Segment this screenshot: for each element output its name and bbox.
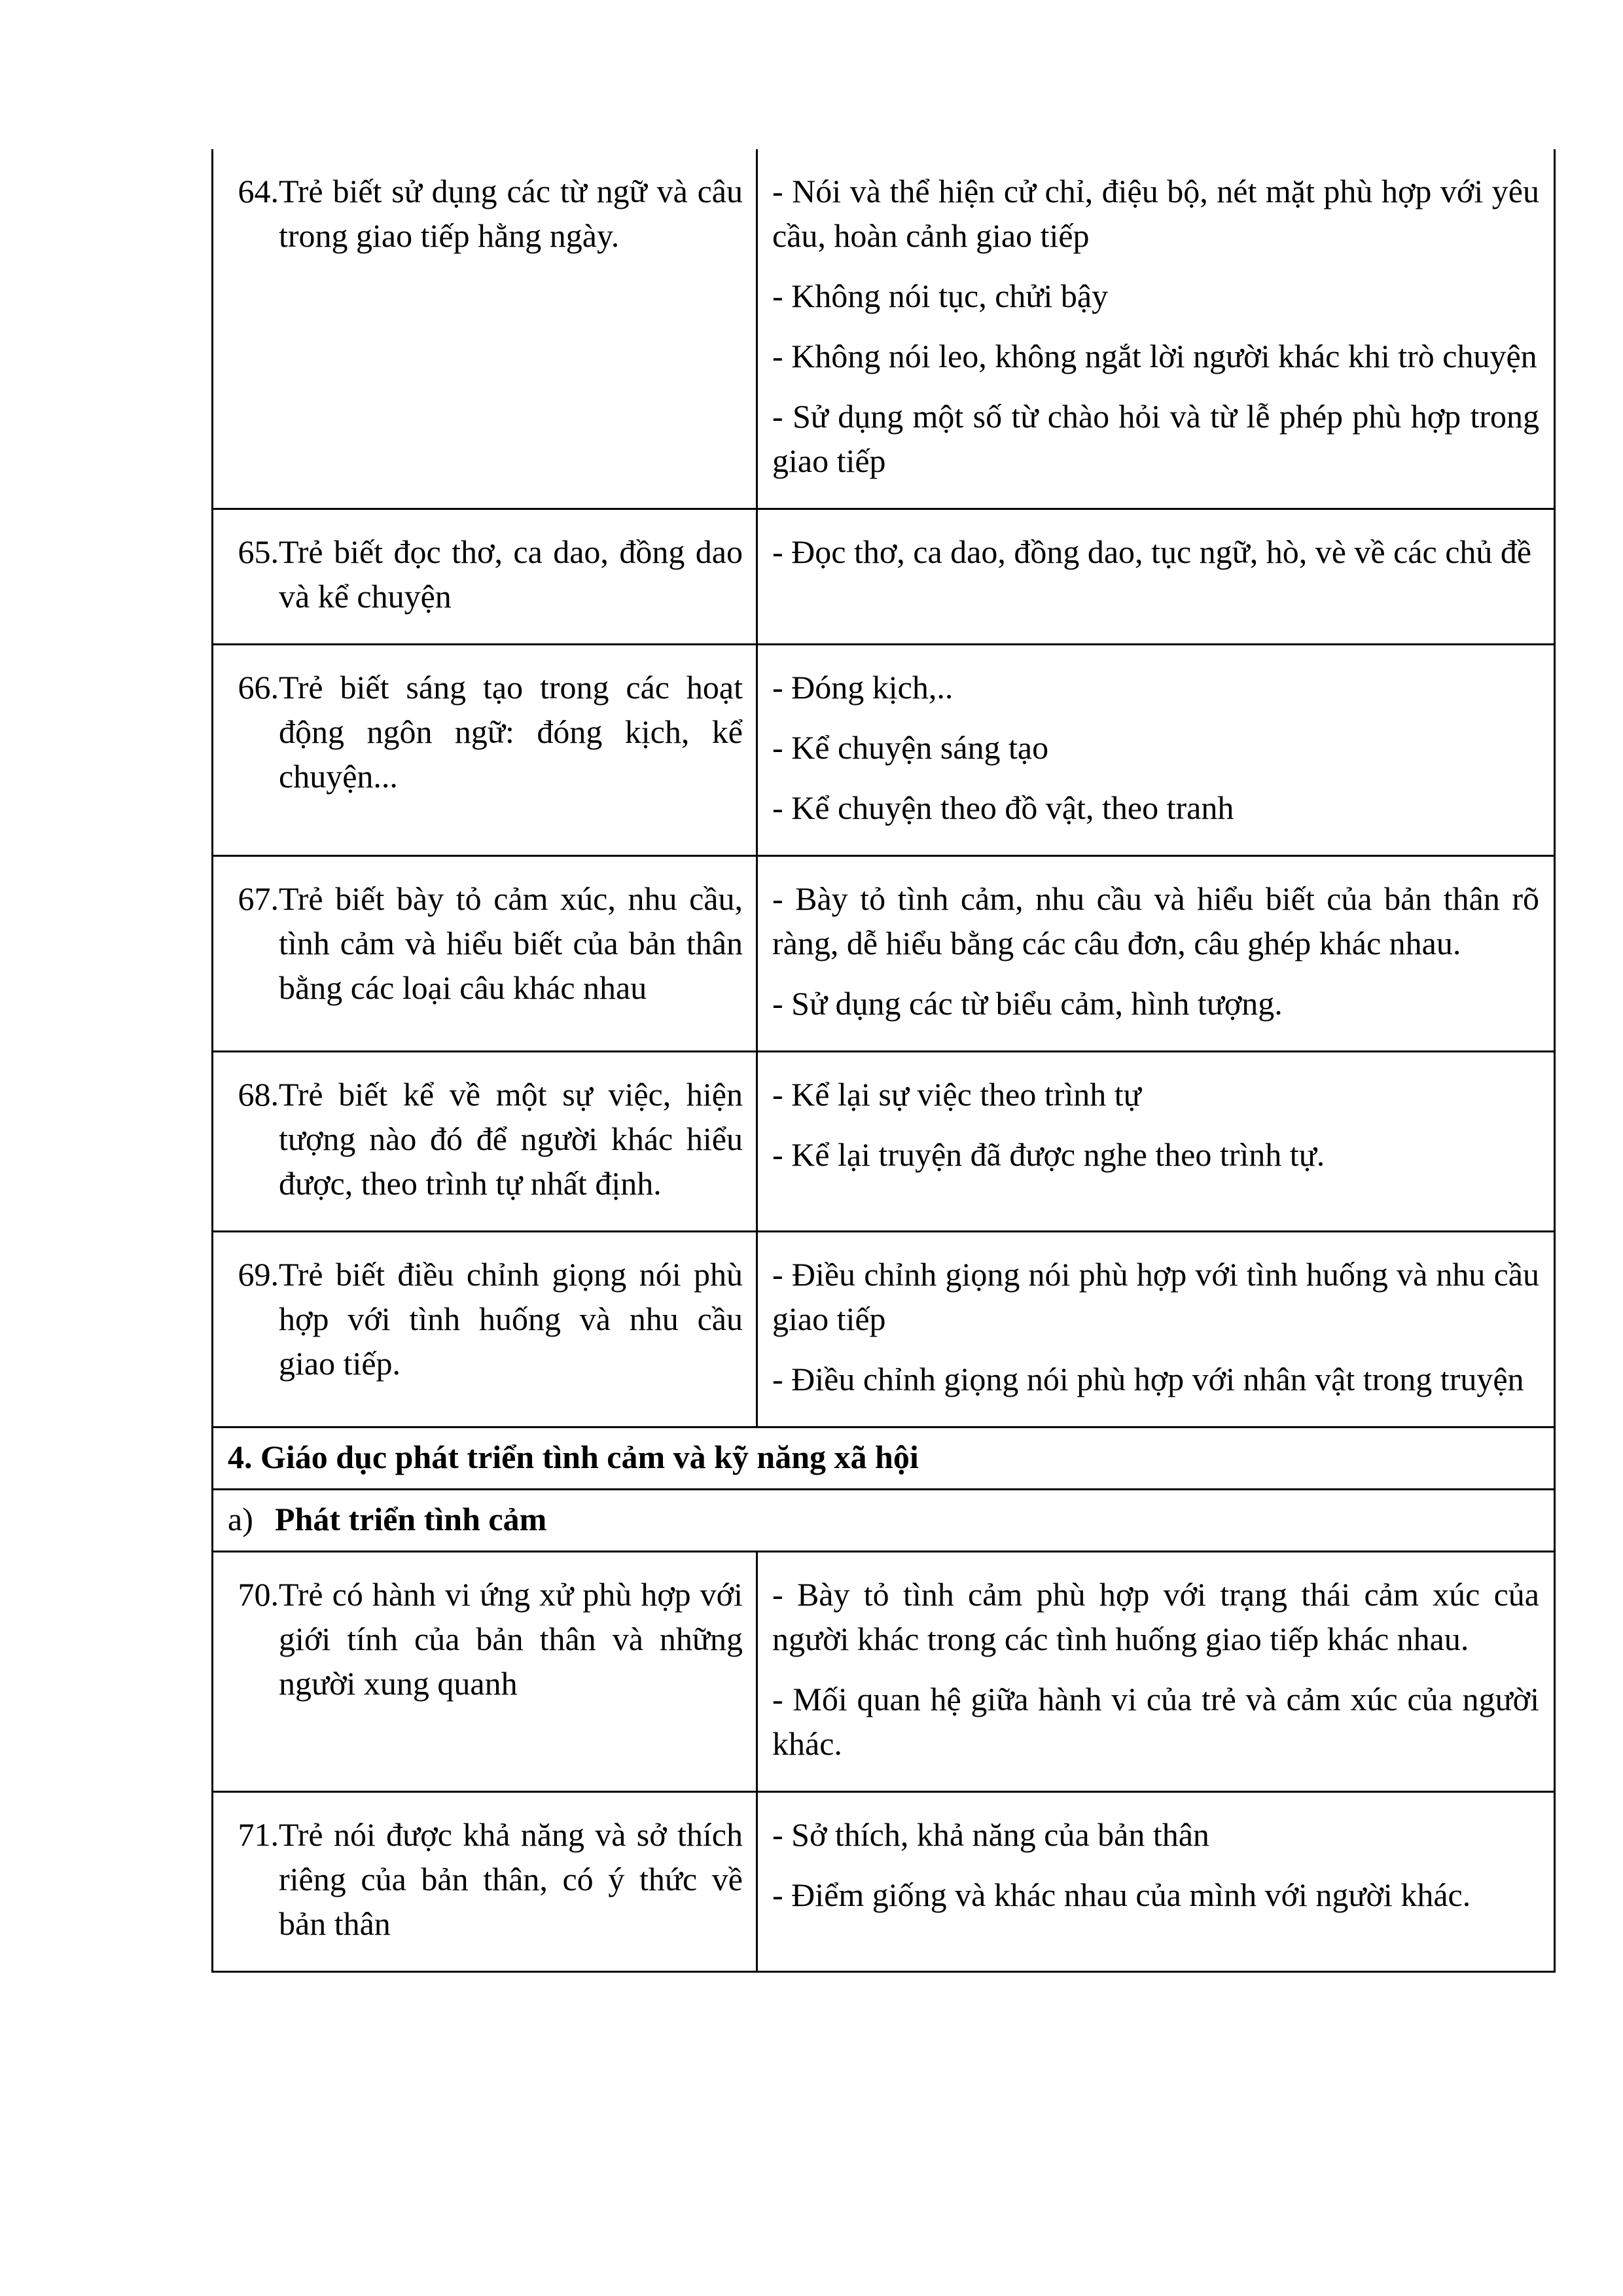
goal-number: 65. xyxy=(238,533,279,570)
goal-text: Trẻ biết sử dụng các từ ngữ và câu trong giao tiếp hằng ngày. xyxy=(279,173,743,254)
goal-item xyxy=(213,1052,756,1230)
curriculum-table xyxy=(211,149,1556,1973)
goal-text: Trẻ có hành vi ứng xử phù hợp với giới tính của bản thân và những người xung quanh xyxy=(279,1576,743,1702)
content-item: - Đóng kịch,.. xyxy=(772,669,954,706)
section-heading-cell xyxy=(213,1427,1555,1490)
table-row xyxy=(213,509,1555,645)
content-list xyxy=(758,1552,1554,1791)
content-item: - Không nói tục, chửi bậy xyxy=(772,278,1109,314)
section-title: 4. Giáo dục phát triển tình cảm và kỹ năng xã hội xyxy=(228,1439,919,1475)
content-list xyxy=(758,1232,1554,1426)
content-list xyxy=(758,645,1554,855)
subsection-heading xyxy=(213,1490,1554,1551)
table-row xyxy=(213,1052,1555,1232)
content-item: - Điều chỉnh giọng nói phù hợp với tình huống và nhu cầu giao tiếp xyxy=(772,1256,1539,1337)
table-row xyxy=(213,149,1555,509)
goal-cell xyxy=(213,1232,757,1427)
content-item: - Điều chỉnh giọng nói phù hợp với nhân vật trong truyện xyxy=(772,1361,1524,1397)
goal-cell xyxy=(213,509,757,645)
goal-number: 68. xyxy=(238,1076,279,1113)
goal-text: Trẻ biết điều chỉnh giọng nói phù hợp với tình huống và nhu cầu giao tiếp. xyxy=(279,1256,743,1382)
content-item: - Bày tỏ tình cảm, nhu cầu và hiểu biết của bản thân rõ ràng, dễ hiểu bằng các câu đơn, câu ghép khác nhau. xyxy=(772,880,1539,961)
content-item: - Sử dụng các từ biểu cảm, hình tượng. xyxy=(772,985,1283,1022)
goal-number: 64. xyxy=(238,173,279,209)
content-item: - Đọc thơ, ca dao, đồng dao, tục ngữ, hò, vè về các chủ đề xyxy=(772,533,1532,570)
content-cell xyxy=(757,1552,1555,1792)
content-item: - Mối quan hệ giữa hành vi của trẻ và cảm xúc của người khác. xyxy=(772,1681,1539,1762)
goal-item xyxy=(213,510,756,643)
goal-item xyxy=(213,645,756,823)
goal-number: 66. xyxy=(238,669,279,706)
goal-cell xyxy=(213,645,757,856)
goal-number: 71. xyxy=(238,1816,279,1853)
subsection-row xyxy=(213,1490,1555,1552)
table-row xyxy=(213,1552,1555,1792)
goal-number: 69. xyxy=(238,1256,279,1293)
table-row xyxy=(213,645,1555,856)
goal-item xyxy=(213,1232,756,1410)
goal-text: Trẻ biết đọc thơ, ca dao, đồng dao và kể chuyện xyxy=(279,533,743,615)
goal-item xyxy=(213,857,756,1035)
table-body xyxy=(213,149,1555,1972)
goal-text: Trẻ nói được khả năng và sở thích riêng của bản thân, có ý thức về bản thân xyxy=(279,1816,743,1942)
table-row xyxy=(213,1232,1555,1427)
goal-cell xyxy=(213,1052,757,1232)
content-cell xyxy=(757,509,1555,645)
goal-text: Trẻ biết sáng tạo trong các hoạt động ngôn ngữ: đóng kịch, kể chuyện... xyxy=(279,669,743,795)
goal-cell xyxy=(213,1552,757,1792)
content-list xyxy=(758,1052,1554,1202)
subsection-letter: a) xyxy=(228,1501,253,1537)
content-item: - Bày tỏ tình cảm phù hợp với trạng thái cảm xúc của người khác trong các tình huống giao tiếp khác nhau. xyxy=(772,1576,1539,1657)
content-list xyxy=(758,857,1554,1050)
content-item: - Kể chuyện sáng tạo xyxy=(772,729,1049,766)
goal-item xyxy=(213,149,756,283)
content-item: - Sở thích, khả năng của bản thân xyxy=(772,1816,1209,1853)
content-cell xyxy=(757,1232,1555,1427)
content-item: - Không nói leo, không ngắt lời người khác khi trò chuyện xyxy=(772,338,1537,374)
content-cell xyxy=(757,645,1555,856)
content-item: - Sử dụng một số từ chào hỏi và từ lễ phép phù hợp trong giao tiếp xyxy=(772,398,1539,479)
goal-text: Trẻ biết kể về một sự việc, hiện tượng nào đó để người khác hiểu được, theo trình tự nhất định. xyxy=(279,1076,743,1202)
subsection-heading-cell xyxy=(213,1490,1555,1552)
content-cell xyxy=(757,1792,1555,1972)
content-list xyxy=(758,1793,1554,1942)
table-row xyxy=(213,1792,1555,1972)
subsection-title: Phát triển tình cảm xyxy=(275,1501,547,1537)
content-cell xyxy=(757,1052,1555,1232)
goal-item xyxy=(213,1793,756,1971)
content-cell xyxy=(757,856,1555,1052)
content-list xyxy=(758,149,1554,508)
goal-cell xyxy=(213,1792,757,1972)
goal-text: Trẻ biết bày tỏ cảm xúc, nhu cầu, tình cảm và hiểu biết của bản thân bằng các loại câu khác nhau xyxy=(279,880,743,1006)
goal-cell xyxy=(213,149,757,509)
section-row xyxy=(213,1427,1555,1490)
content-item: - Nói và thể hiện cử chỉ, điệu bộ, nét mặt phù hợp với yêu cầu, hoàn cảnh giao tiếp xyxy=(772,173,1539,254)
content-list xyxy=(758,510,1554,599)
content-item: - Kể lại sự việc theo trình tự xyxy=(772,1076,1141,1113)
table-row xyxy=(213,856,1555,1052)
goal-number: 70. xyxy=(238,1576,279,1613)
goal-number: 67. xyxy=(238,880,279,917)
content-cell xyxy=(757,149,1555,509)
goal-item xyxy=(213,1552,756,1731)
content-item: - Điểm giống và khác nhau của mình với người khác. xyxy=(772,1876,1471,1913)
goal-cell xyxy=(213,856,757,1052)
content-item: - Kể lại truyện đã được nghe theo trình tự. xyxy=(772,1136,1325,1173)
content-item: - Kể chuyện theo đồ vật, theo tranh xyxy=(772,789,1234,826)
